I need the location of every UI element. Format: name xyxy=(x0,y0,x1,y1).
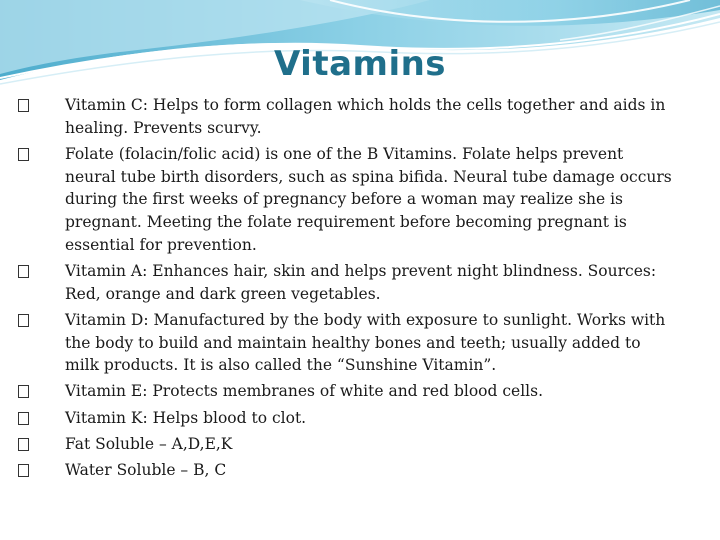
bullet-item xyxy=(18,309,678,377)
bullet-square-icon xyxy=(18,314,29,327)
bullet-item xyxy=(18,433,678,456)
bullet-text: Vitamin E: Protects membranes of white and red blood cells. xyxy=(65,382,543,401)
bullet-item xyxy=(18,407,678,430)
bullet-square-icon xyxy=(18,412,29,425)
bullet-text: Vitamin K: Helps blood to clot. xyxy=(65,408,307,427)
bullet-item xyxy=(18,143,678,257)
bullet-text: Fat Soluble – A,D,E,K xyxy=(65,434,233,453)
bullet-square-icon xyxy=(18,464,29,477)
bullet-list xyxy=(18,94,678,485)
bullet-text: Water Soluble – B, C xyxy=(65,461,227,480)
bullet-square-icon xyxy=(18,265,29,278)
bullet-square-icon xyxy=(18,99,29,112)
bullet-text: Vitamin A: Enhances hair, skin and helps prevent night blindness. Sources: Red, orange and dark green vegetables. xyxy=(65,261,657,303)
bullet-square-icon xyxy=(18,148,29,161)
bullet-text: Vitamin C: Helps to form collagen which holds the cells together and aids in healing. Prevents scurvy. xyxy=(65,96,666,137)
bullet-square-icon xyxy=(18,385,29,398)
bullet-text: Folate (folacin/folic acid) is one of the B Vitamins. Folate helps prevent neural tube birth disorders, such as spina bifida. Neural tube damage occurs during the first weeks of pregnancy before a woman may realize she is pregnant. Meeting the folate requirement before becoming pregnant is essential for prevention. xyxy=(65,144,672,254)
bullet-item xyxy=(18,260,678,305)
bullet-item xyxy=(18,380,678,403)
bullet-item xyxy=(18,94,678,139)
slide-title: Vitamins xyxy=(273,44,447,84)
bullet-item xyxy=(18,459,678,482)
bullet-text: Vitamin D: Manufactured by the body with exposure to sunlight. Works with the body to build and maintain healthy bones and teeth; usually added to milk products. It is also called the “Sunshine Vitamin”. xyxy=(65,310,666,375)
bullet-square-icon xyxy=(18,438,29,451)
